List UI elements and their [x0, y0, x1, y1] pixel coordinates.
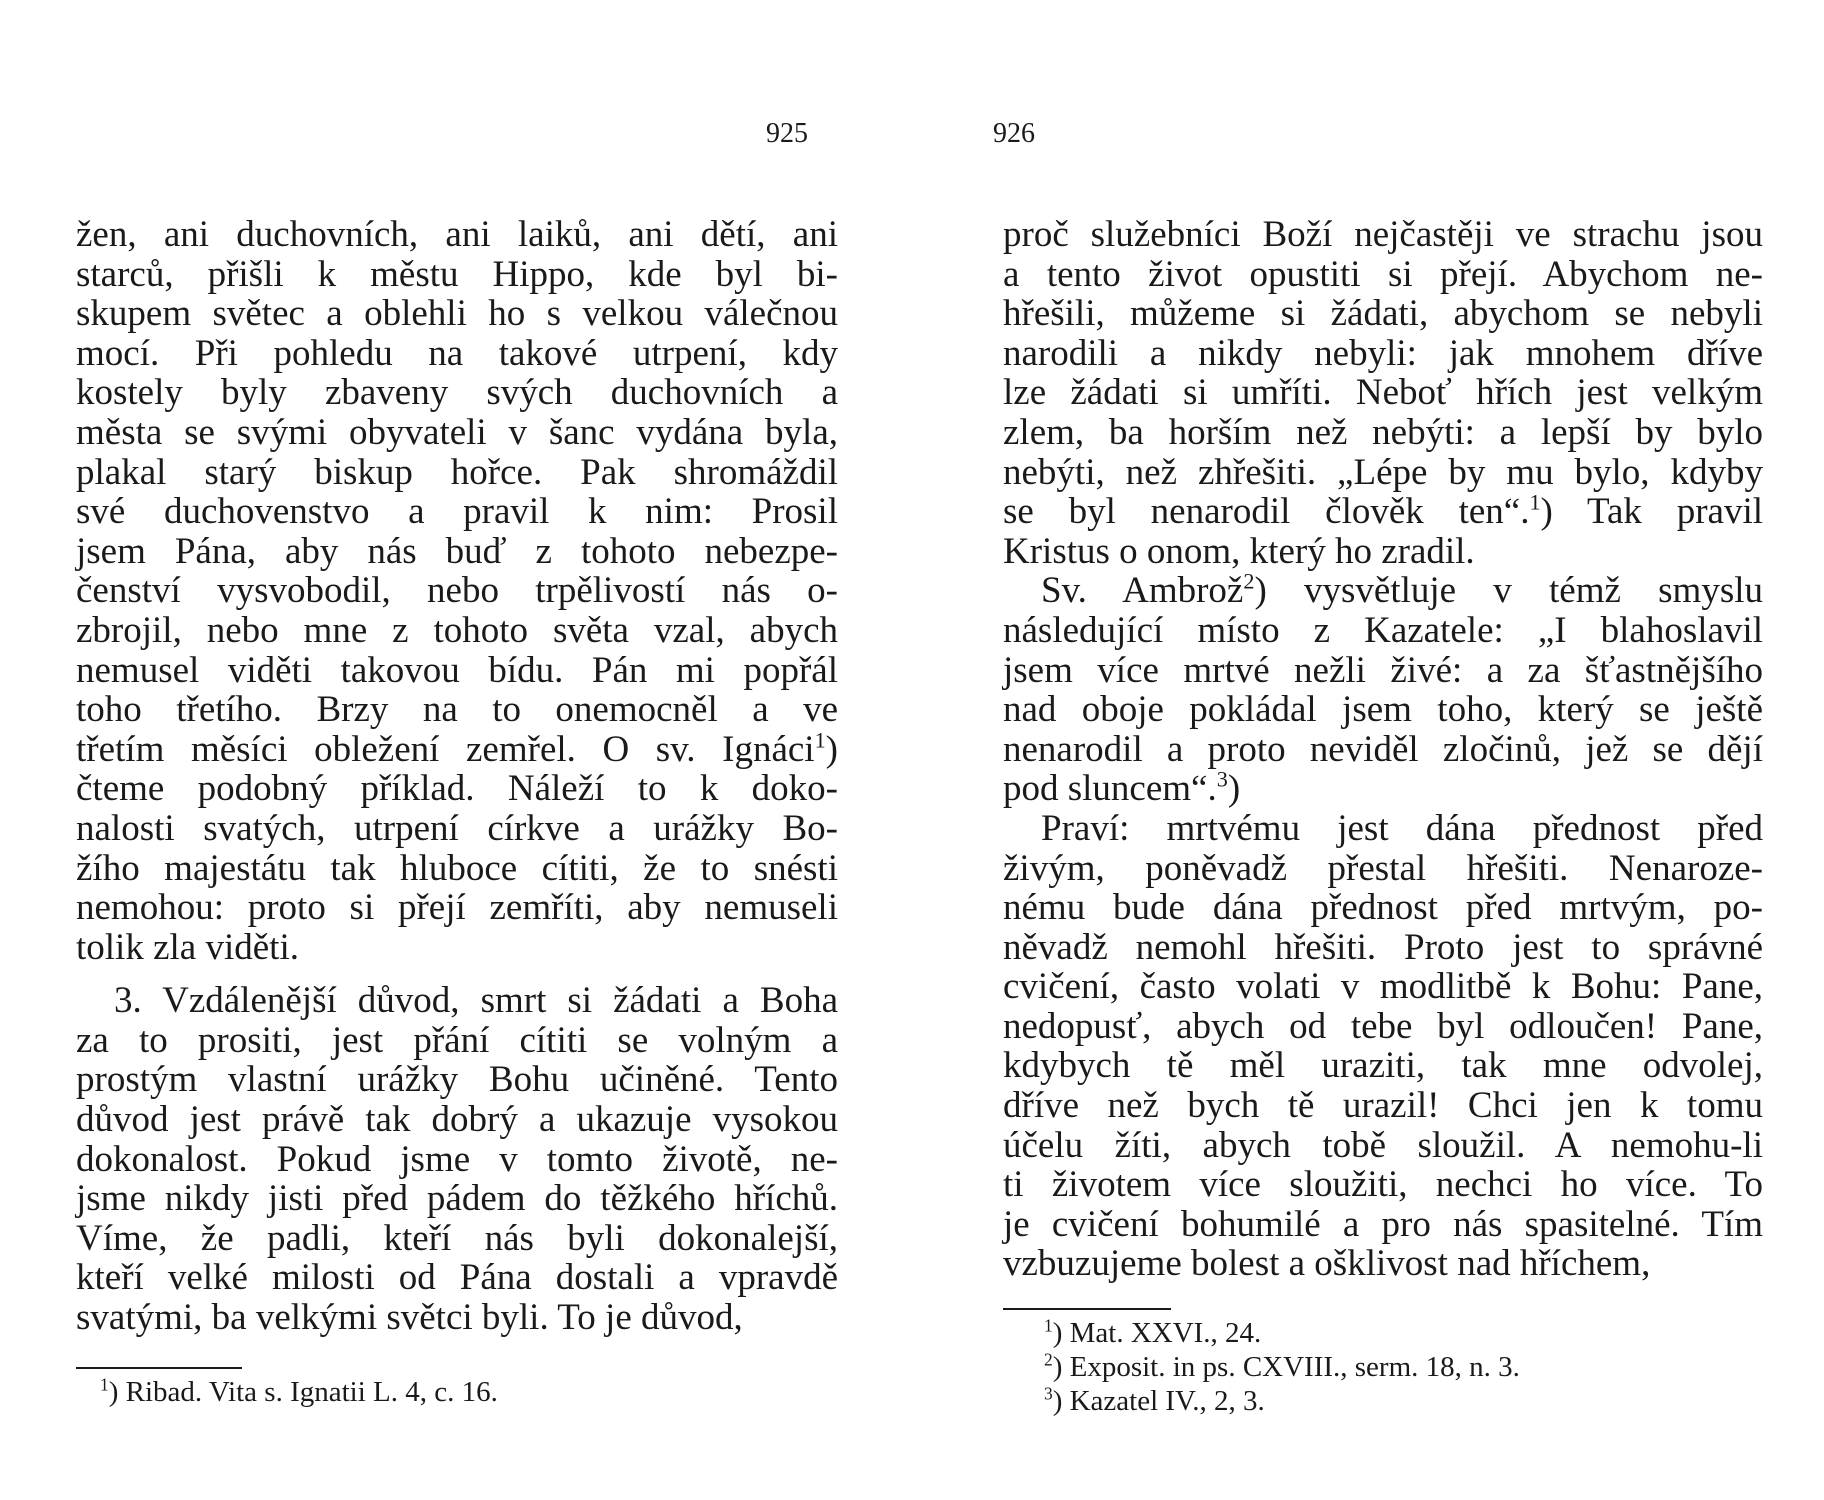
text-line [1003, 888, 1763, 928]
right-page-text [1003, 215, 1763, 1284]
text-line [76, 334, 838, 374]
footnote-text: ) Mat. XXVI., 24. [1052, 1317, 1262, 1349]
text-line-content: nebýti, než zhřešiti. „Lépe by mu bylo, kdyby [1003, 451, 1763, 493]
footnote-reference: 3 [1216, 766, 1228, 792]
text-line [1003, 373, 1763, 413]
footnote [1044, 1316, 1520, 1350]
text-line-content: města se svými obyvateli v šanc vydána byla, [76, 411, 838, 453]
text-line [1003, 849, 1763, 889]
text-line [76, 1100, 838, 1140]
text-line-content: zlem, ba horším než nebýti: a lepší by bylo [1003, 411, 1763, 453]
text-line [1003, 1165, 1763, 1205]
text-line [1003, 413, 1763, 453]
text-line-content: zbrojil, nebo mne z tohoto světa vzal, abych [76, 609, 838, 651]
text-line-content: něvadž nemohl hřešiti. Proto jest to správné [1003, 926, 1763, 968]
footnote-mark: 1 [100, 1374, 109, 1395]
page-number-left: 925 [766, 118, 808, 149]
text-line-content: jsem Pána, aby nás buď z tohoto nebezpe- [76, 530, 838, 572]
text-line-content: cvičení, často volati v modlitbě k Bohu: Pane, [1003, 966, 1763, 1008]
text-line [1003, 1046, 1763, 1086]
text-line-content: dříve než bych tě urazil! Chci jen k tomu [1003, 1085, 1763, 1127]
text-line [76, 1298, 838, 1338]
footnote [1044, 1350, 1520, 1384]
text-line-content: čenství vysvobodil, nebo trpělivostí nás o- [76, 570, 838, 612]
text-line-content: vzbuzujeme bolest a ošklivost nad hříchem, [1003, 1243, 1651, 1285]
text-line-content: skupem světec a oblehli ho s velkou válečnou [76, 293, 838, 335]
text-line-content: ti životem více sloužiti, nechci ho více. To [1003, 1164, 1763, 1206]
text-line [1003, 1244, 1763, 1284]
text-line [1003, 809, 1763, 849]
text-line-content: hřešili, můžeme si žádati, abychom se nebyli [1003, 293, 1763, 335]
text-line [76, 690, 838, 730]
text-line-content: pod sluncem“. [1003, 768, 1217, 810]
text-line [1003, 532, 1763, 572]
text-line [76, 1179, 838, 1219]
text-line [76, 255, 838, 295]
text-line-content: nedopusť, abych od tebe byl odloučen! Pane, [1003, 1005, 1763, 1047]
text-line-content: jsme nikdy jisti před pádem do těžkého hříchů. [76, 1178, 838, 1220]
footnote-reference: 1 [1529, 489, 1541, 515]
text-line-content: žího majestátu tak hluboce cítiti, že to snésti [76, 847, 838, 889]
text-line-content: živým, poněvadž přestal hřešiti. Nenaroze- [1003, 847, 1763, 889]
footnote [100, 1375, 498, 1409]
text-line-content: prostým vlastní urážky Bohu učiněné. Tento [76, 1059, 838, 1101]
text-line [1003, 730, 1763, 770]
text-line [1003, 215, 1763, 255]
text-line-continuation: ) vysvětluje v témž smyslu [1254, 570, 1763, 612]
footnote-text: ) Ribad. Vita s. Ignatii L. 4, c. 16. [108, 1376, 498, 1408]
text-line [76, 532, 838, 572]
footnote-mark: 2 [1044, 1349, 1053, 1370]
text-line-content: Víme, že padli, kteří nás byli dokonalejší, [76, 1217, 838, 1259]
text-line-continuation: ) [1227, 768, 1241, 810]
text-line [76, 1140, 838, 1180]
text-line [76, 492, 838, 532]
text-line-content: plakal starý biskup hořce. Pak shromáždil [76, 451, 838, 493]
text-line-content: žen, ani duchovních, ani laiků, ani dětí, ani [76, 214, 838, 255]
text-line-content: 3. Vzdálenější důvod, smrt si žádati a Boha [114, 980, 838, 1022]
text-line-content: jsem více mrtvé nežli živé: a za šťastnějšího [1003, 649, 1763, 691]
text-line-content: kostely byly zbaveny svých duchovních a [76, 372, 838, 414]
text-line-content: třetím měsíci obležení zemřel. O sv. Ignáci [76, 728, 815, 770]
text-line [76, 1060, 838, 1100]
text-line [76, 294, 838, 334]
footnote-mark: 1 [1044, 1315, 1053, 1336]
text-line [76, 981, 838, 1021]
text-line-content: starců, přišli k městu Hippo, kde byl bi- [76, 253, 838, 295]
page-number-right: 926 [993, 118, 1035, 149]
footnote-divider-right [1003, 1308, 1171, 1310]
text-line [76, 849, 838, 889]
text-line [1003, 1007, 1763, 1047]
text-line [1003, 766, 1763, 810]
text-line-content: kdybych tě měl uraziti, tak mne odvolej, [1003, 1045, 1763, 1087]
footnote-reference: 1 [814, 727, 826, 753]
text-line [1003, 489, 1764, 533]
text-line-content: svatými, ba velkými světci byli. To je důvod, [76, 1297, 743, 1339]
text-line-content: za to prositi, jest přání cítiti se volným a [76, 1019, 838, 1061]
text-line [1003, 651, 1763, 691]
text-line [76, 769, 838, 809]
text-line [76, 727, 838, 770]
text-line [1003, 690, 1763, 730]
text-line-content: účelu žíti, abych tobě sloužil. A nemohu-li [1003, 1124, 1763, 1166]
footnote [1044, 1384, 1520, 1418]
text-line-continuation: ) Tak pravil [1540, 491, 1764, 533]
text-line-content: je cvičení bohumilé a pro nás spasitelné. Tím [1003, 1203, 1763, 1245]
footnotes-left [100, 1375, 498, 1409]
paragraph-gap [76, 967, 838, 981]
text-line [76, 928, 838, 968]
text-line [1003, 1086, 1763, 1126]
text-line-content: kteří velké milosti od Pána dostali a vpravdě [76, 1257, 838, 1299]
text-line-content: nenarodil a proto neviděl zločinů, jež se dějí [1003, 728, 1763, 770]
text-line-content: nému bude dána přednost před mrtvým, po- [1003, 887, 1763, 929]
text-line [1003, 453, 1763, 493]
text-line-content: své duchovenstvo a pravil k nim: Prosil [76, 491, 838, 533]
text-line-content: nemusel viděti takovou bídu. Pán mi popřál [76, 649, 838, 691]
text-line-content: toho třetího. Brzy na to onemocněl a ve [76, 689, 838, 731]
text-line-content: lze žádati si umříti. Neboť hřích jest velkým [1003, 372, 1763, 414]
text-line [76, 611, 838, 651]
text-line [76, 413, 838, 453]
text-line [76, 809, 838, 849]
text-line-content: čteme podobný příklad. Náleží to k doko- [76, 768, 838, 810]
text-line-content: dokonalost. Pokud jsme v tomto životě, ne- [76, 1138, 838, 1180]
text-line [1003, 928, 1763, 968]
text-line [1003, 334, 1763, 374]
text-line [1003, 611, 1763, 651]
footnote-divider-left [76, 1367, 242, 1369]
text-line [76, 1021, 838, 1061]
left-page-text [76, 215, 838, 1338]
footnote-mark: 3 [1044, 1383, 1053, 1404]
text-line-content: Kristus o onom, který ho zradil. [1003, 530, 1475, 572]
text-line [76, 1219, 838, 1259]
text-line-content: mocí. Při pohledu na takové utrpení, kdy [76, 332, 838, 374]
text-line-content: nemohou: proto si přejí zemříti, aby nemuseli [76, 887, 838, 929]
text-line-continuation: ) [825, 728, 838, 770]
text-line [76, 571, 838, 611]
text-line-content: nalosti svatých, utrpení církve a urážky Bo- [76, 807, 838, 849]
text-line [76, 888, 838, 928]
text-line-content: nad oboje pokládal jsem toho, který se ještě [1003, 689, 1763, 731]
text-line-content: Sv. Ambrož [1041, 570, 1244, 612]
text-line-content: a tento život opustiti si přejí. Abychom ne- [1003, 253, 1763, 295]
text-line [76, 453, 838, 493]
text-line [76, 373, 838, 413]
text-line [1003, 571, 1763, 611]
text-line [1003, 255, 1763, 295]
text-line [1003, 1126, 1763, 1166]
text-line-content: se byl nenarodil člověk ten“. [1003, 491, 1530, 533]
text-line-content: narodili a nikdy nebyli: jak mnohem dříve [1003, 332, 1763, 374]
text-line-content: Praví: mrtvému jest dána přednost před [1041, 807, 1763, 849]
text-line-content: důvod jest právě tak dobrý a ukazuje vysokou [76, 1099, 838, 1141]
footnote-text: ) Exposit. in ps. CXVIII., serm. 18, n. 3. [1052, 1351, 1520, 1383]
text-line [76, 651, 838, 691]
text-line [76, 215, 838, 255]
text-line [1003, 1205, 1763, 1245]
footnote-text: ) Kazatel IV., 2, 3. [1052, 1385, 1265, 1417]
text-line [1003, 967, 1763, 1007]
text-line-content: proč služebníci Boží nejčastěji ve strachu jsou [1003, 214, 1763, 255]
footnotes-right [1044, 1316, 1520, 1418]
text-line-content: následující místo z Kazatele: „I blahoslavil [1003, 609, 1763, 651]
text-line-content: tolik zla viděti. [76, 926, 299, 968]
footnote-reference: 2 [1243, 569, 1255, 595]
text-line [1003, 294, 1763, 334]
text-line [76, 1258, 838, 1298]
